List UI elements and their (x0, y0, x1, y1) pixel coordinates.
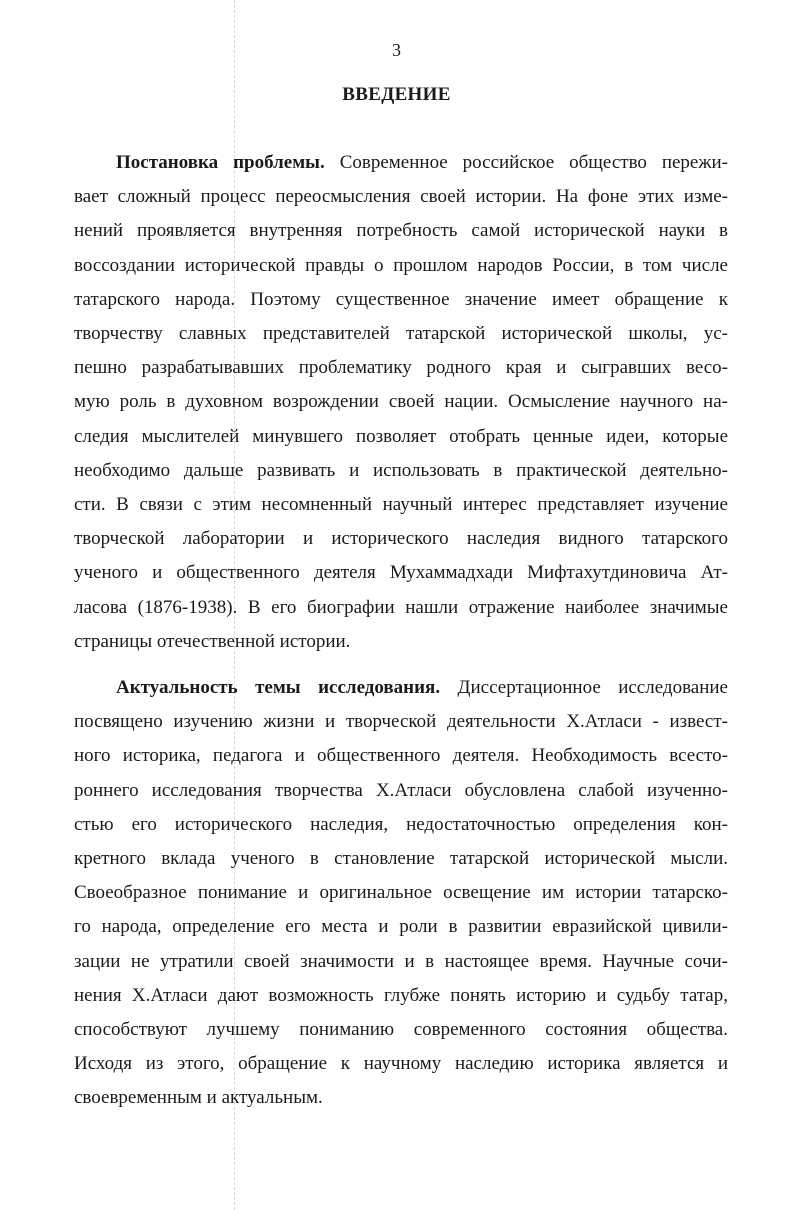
text-line: посвящено изучению жизни и творческой деятельности Х.Атласи - извест- (74, 711, 728, 733)
text-line: пешно разрабатывавших проблематику родного края и сыгравших весо- (74, 357, 728, 379)
text-line-fragment: Диссертационное исследование (440, 677, 728, 698)
paragraph-problem-statement (74, 146, 728, 659)
text-line: нения Х.Атласи дают возможность глубже понять историю и судьбу татар, (74, 984, 728, 1006)
text-line: кретного вклада ученого в становление татарской исторической мысли. (74, 848, 728, 870)
page-number: 3 (392, 40, 401, 60)
text-line: мую роль в духовном возрождении своей нации. Осмысление научного на- (74, 391, 728, 413)
text-line-fragment: Современное российское общество пережи- (324, 152, 728, 173)
paragraph-lead-title: Актуальность темы исследования. (116, 677, 441, 698)
text-line: зации не утратили своей значимости и в настоящее время. Научные сочи- (74, 950, 728, 972)
text-line: вает сложный процесс переосмысления своей истории. На фоне этих изме- (74, 186, 728, 208)
text-line: татарского народа. Поэтому существенное значение имеет обращение к (74, 288, 728, 310)
text-line: ласова (1876-1938). В его биографии нашли отражение наиболее значимые (74, 596, 728, 618)
section-heading: ВВЕДЕНИЕ (342, 84, 451, 105)
text-line: своевременным и актуальным. (74, 1087, 323, 1109)
text-line: страницы отечественной истории. (74, 630, 351, 652)
text-line: творческой лаборатории и исторического наследия видного татарского (74, 528, 728, 550)
paragraph-lead-title: Постановка проблемы. (116, 152, 325, 173)
text-line: Своеобразное понимание и оригинальное освещение им истории татарско- (74, 882, 728, 904)
text-line: го народа, определение его места и роли в развитии евразийской цивили- (74, 916, 728, 938)
text-line: Исходя из этого, обращение к научному наследию историка является и (74, 1053, 728, 1075)
text-line: творчеству славных представителей татарской исторической школы, ус- (74, 323, 728, 345)
text-line: необходимо дальше развивать и использовать в практической деятельно- (74, 459, 728, 481)
text-line: роннего исследования творчества Х.Атласи обусловлена слабой изученно- (74, 779, 728, 801)
paragraph-topic-relevance (74, 671, 728, 1116)
text-line: сти. В связи с этим несомненный научный интерес представляет изучение (74, 494, 728, 516)
text-line: способствуют лучшему пониманию современного состояния общества. (74, 1019, 728, 1041)
text-line: стью его исторического наследия, недостаточностью определения кон- (74, 813, 728, 835)
text-line: следия мыслителей минувшего позволяет отобрать ценные идеи, которые (74, 425, 728, 447)
text-line: воссоздании исторической правды о прошлом народов России, в том числе (74, 254, 728, 276)
text-line: ного историка, педагога и общественного деятеля. Необходимость всесто- (74, 745, 728, 767)
text-line (74, 146, 728, 180)
text-line: нений проявляется внутренняя потребность самой исторической науки в (74, 220, 728, 242)
text-line (74, 671, 728, 705)
text-line: ученого и общественного деятеля Мухаммадхади Мифтахутдиновича Ат- (74, 562, 728, 584)
